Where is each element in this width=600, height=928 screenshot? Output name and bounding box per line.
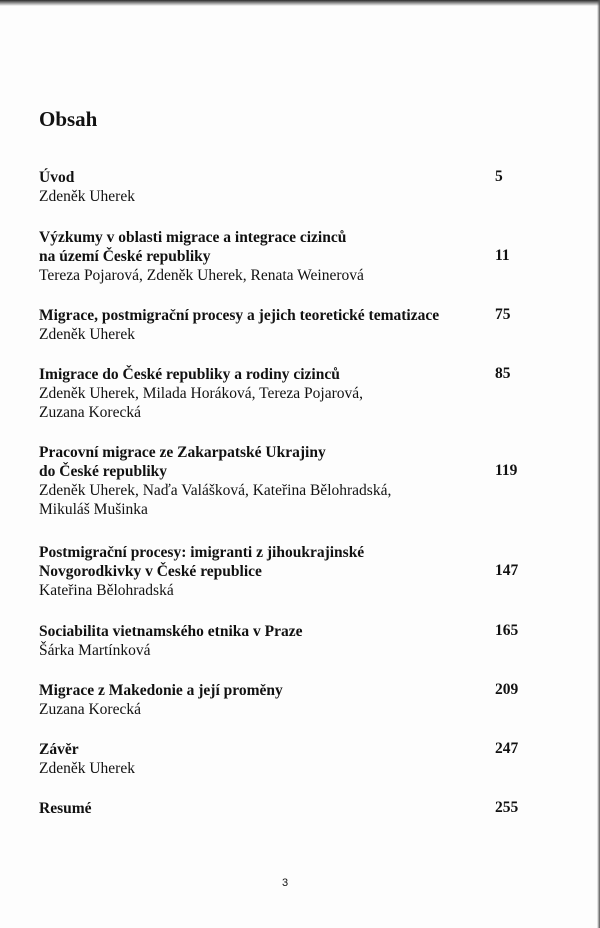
toc-entry: [39, 681, 529, 719]
toc-entry-page: 5: [495, 168, 503, 185]
toc-entry-title: Sociabilita vietnamského etnika v Praze: [39, 623, 303, 640]
toc-entry-page: 209: [495, 681, 519, 698]
toc-entry-authors: Zdeněk Uherek: [39, 760, 135, 777]
toc-entry-page: 147: [495, 562, 519, 579]
toc-entry-page: 85: [495, 365, 511, 382]
toc-entry-page: 247: [495, 740, 519, 757]
toc-entry-page: 165: [495, 622, 519, 639]
toc-entry-page: 11: [495, 247, 510, 264]
toc-entry-authors: Zdeněk Uherek, Milada Horáková, Tereza Pojarová, Zuzana Korecká: [39, 385, 363, 421]
toc-entry-authors: Šárka Martínková: [39, 642, 151, 659]
toc-entry: [39, 622, 529, 660]
toc-entry-authors: Tereza Pojarová, Zdeněk Uherek, Renata Weinerová: [39, 267, 364, 284]
toc-entry: [39, 228, 529, 285]
toc-entry-title: Pracovní migrace ze Zakarpatské Ukrajiny do České republiky: [39, 444, 326, 480]
toc-entry-authors: Zdeněk Uherek: [39, 188, 135, 205]
toc-entry-title: Výzkumy v oblasti migrace a integrace cizinců na území České republiky: [39, 229, 347, 265]
toc-entry-page: 255: [495, 799, 519, 816]
toc-entry: [39, 168, 529, 206]
toc-entry-title: Migrace, postmigrační procesy a jejich teoretické tematizace: [39, 307, 440, 324]
toc-entry-title: Resumé: [39, 800, 92, 817]
toc-entry: [39, 443, 529, 519]
toc-entry-authors: Zdeněk Uherek: [39, 326, 135, 343]
toc-entry: [39, 306, 529, 344]
toc-entry-title: Imigrace do České republiky a rodiny cizinců: [39, 366, 340, 383]
page-title: Obsah: [39, 107, 98, 131]
toc-entry-title: Postmigrační procesy: imigranti z jihoukrajinské Novgorodkivky v České republice: [39, 544, 365, 580]
page-number: 3: [281, 877, 289, 889]
toc-entry: [39, 543, 529, 600]
toc-entry-page: 75: [495, 306, 511, 323]
toc-entry-authors: Zdeněk Uherek, Naďa Valášková, Kateřina Bělohradská, Mikuláš Mušinka: [39, 482, 392, 518]
toc-entry: [39, 365, 529, 422]
toc-entry: [39, 799, 529, 818]
toc-entry-authors: Kateřina Bělohradská: [39, 582, 174, 599]
toc-entry-authors: Zuzana Korecká: [39, 701, 141, 718]
toc-entry: [39, 740, 529, 778]
scan-shadow-top: [0, 0, 600, 6]
toc-entry-title: Závěr: [39, 741, 79, 758]
toc-entry-title: Úvod: [39, 169, 75, 186]
toc-entry-title: Migrace z Makedonie a její proměny: [39, 682, 283, 699]
toc-entry-page: 119: [495, 462, 518, 479]
